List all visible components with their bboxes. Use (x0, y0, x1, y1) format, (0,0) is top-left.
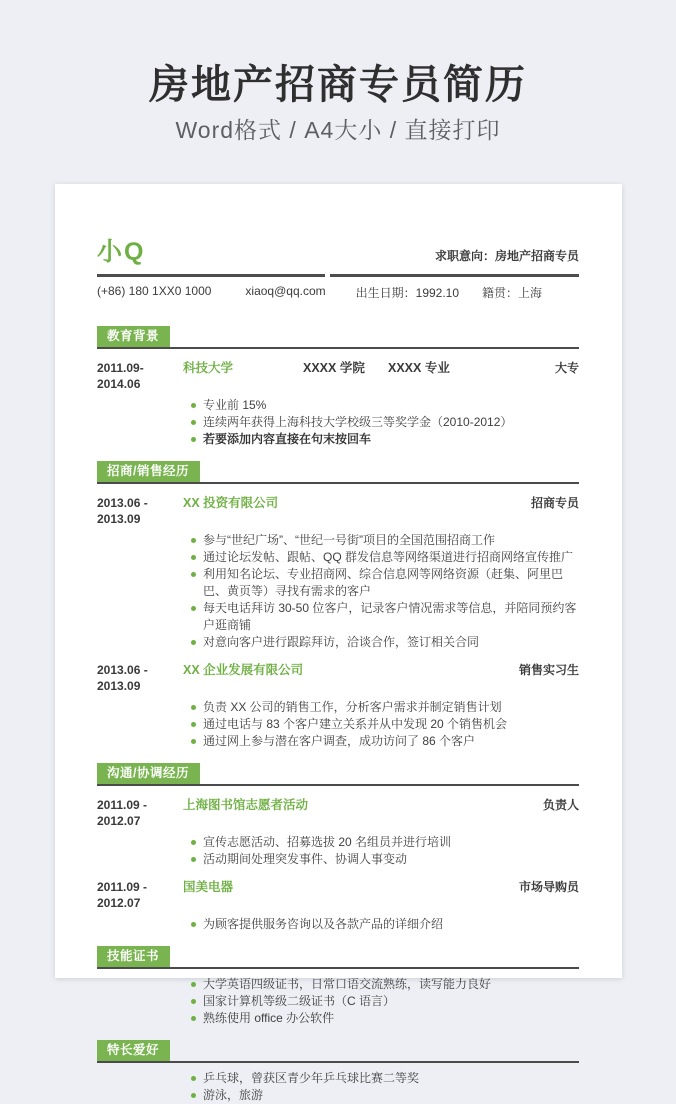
entry-date: 2013.06 - 2013.09 (97, 663, 148, 693)
section-header (97, 946, 579, 969)
bullet-item (190, 532, 579, 549)
page-banner (0, 0, 676, 145)
bullet-text: 若要添加内容直接在句末按回车 (203, 432, 372, 446)
contact-origin: 籍贯：上海 (482, 286, 543, 300)
section-title-badge: 教育背景 (97, 326, 170, 347)
entry-header-row (97, 662, 579, 694)
resume-section (97, 461, 579, 750)
bullet-text: 活动期间处理突发事件、协调人事变动 (203, 852, 408, 866)
bullet-text: 大学英语四级证书，日常口语交流熟练，读写能力良好 (203, 977, 492, 991)
bullet-item (190, 916, 579, 933)
bullet-dot-icon (191, 722, 196, 727)
bullet-text: 专业前 15% (203, 398, 267, 412)
bullet-item (190, 993, 579, 1010)
entry-organization: 国美电器 (183, 880, 234, 894)
bullet-item (190, 1087, 579, 1104)
bullet-item (190, 431, 579, 448)
bullet-item (190, 600, 579, 634)
bullet-item (190, 1010, 579, 1027)
page-title: 房地产招商专员简历 (149, 63, 527, 107)
bullet-list (190, 699, 579, 750)
bullet-text: 每天电话拜访 30-50 位客户，记录客户情况需求等信息，并陪同预约客户逛商铺 (203, 601, 577, 632)
bullet-dot-icon (191, 572, 196, 577)
entry-organization: 科技大学 (183, 361, 234, 375)
bullet-text: 为顾客提供服务咨询以及各款产品的详细介绍 (203, 917, 444, 931)
bullet-dot-icon (191, 420, 196, 425)
entry-college: XXXX 学院 (303, 361, 365, 375)
resume-content (55, 184, 622, 1104)
section-title-badge: 招商/销售经历 (97, 461, 200, 482)
bullet-text: 国家计算机等级二级证书（C 语言） (203, 994, 396, 1008)
bullet-item (190, 733, 579, 750)
bullet-item (190, 851, 579, 868)
section-title-badge: 沟通/协调经历 (97, 763, 200, 784)
bullet-dot-icon (191, 705, 196, 710)
resume-paper (55, 184, 622, 1102)
entry-date: 2011.09 - 2012.07 (97, 798, 148, 828)
entry-major: XXXX 专业 (388, 361, 450, 375)
bullet-item (190, 397, 579, 414)
bullet-item (190, 1070, 579, 1087)
bullet-list (190, 1070, 579, 1104)
bullet-text: 熟练使用 office 办公软件 (203, 1011, 335, 1025)
bullet-list (190, 916, 579, 933)
bullet-text: 宣传志愿活动、招募选拔 20 名组员并进行培训 (203, 835, 452, 849)
bullet-text: 参与“世纪广场”、“世纪一号街”项目的全国范围招商工作 (203, 533, 495, 547)
section-header (97, 326, 579, 349)
job-objective: 求职意向：房地产招商专员 (434, 249, 579, 263)
bullet-text: 负责 XX 公司的销售工作，分析客户需求并制定销售计划 (203, 700, 502, 714)
page-subtitle: Word格式 / A4大小 / 直接打印 (175, 117, 501, 143)
bullet-list (190, 397, 579, 448)
bullet-item (190, 834, 579, 851)
section-header (97, 1040, 579, 1063)
section-header (97, 461, 579, 484)
section-title-badge: 特长爱好 (97, 1040, 170, 1061)
contact-row (97, 284, 579, 301)
entry-role: 市场导购员 (518, 880, 579, 894)
section-header (97, 763, 579, 786)
contact-birthdate: 出生日期：1992.10 (355, 286, 460, 300)
entry-header-row (97, 495, 579, 527)
bullet-item (190, 414, 579, 431)
candidate-name: 小Q (97, 238, 146, 266)
bullet-dot-icon (191, 555, 196, 560)
bullet-text: 连续两年获得上海科技大学校级三等奖学金（2010-2012） (203, 415, 513, 429)
bullet-text: 通过论坛发帖、跟帖、QQ 群发信息等网络渠道进行招商网络宣传推广 (203, 550, 574, 564)
header-divider (97, 274, 579, 277)
entry-header-row (97, 797, 579, 829)
bullet-dot-icon (191, 999, 196, 1004)
bullet-dot-icon (191, 857, 196, 862)
bullet-text: 乒乓球，曾获区青少年乒乓球比赛二等奖 (203, 1071, 420, 1085)
entry-organization: XX 投资有限公司 (183, 496, 279, 510)
bullet-dot-icon (191, 1076, 196, 1081)
bullet-item (190, 634, 579, 651)
bullet-list (190, 532, 579, 651)
entry-organization: 上海图书馆志愿者活动 (183, 798, 309, 812)
bullet-item (190, 549, 579, 566)
entry-role: 销售实习生 (518, 663, 579, 677)
bullet-item (190, 976, 579, 993)
bullet-text: 游泳，旅游 (203, 1088, 264, 1102)
entry-organization: XX 企业发展有限公司 (183, 663, 304, 677)
bullet-dot-icon (191, 1093, 196, 1098)
bullet-dot-icon (191, 739, 196, 744)
divider-segment-left (97, 274, 325, 277)
bullet-dot-icon (191, 1016, 196, 1021)
entry-header-row (97, 879, 579, 911)
resume-section (97, 946, 579, 1027)
contact-email: xiaoq@qq.com (245, 284, 326, 298)
resume-section (97, 1040, 579, 1104)
section-title-badge: 技能证书 (97, 946, 170, 967)
entry-date: 2011.09 - 2012.07 (97, 880, 148, 910)
contact-phone: (+86) 180 1XX0 1000 (97, 284, 212, 298)
bullet-text: 通过网上参与潜在客户调查，成功访问了 86 个客户 (203, 734, 476, 748)
resume-header (97, 238, 579, 266)
entry-date: 2013.06 - 2013.09 (97, 496, 148, 526)
bullet-dot-icon (191, 437, 196, 442)
resume-section (97, 326, 579, 448)
bullet-list (190, 834, 579, 868)
bullet-text: 利用知名论坛、专业招商网、综合信息网等网络资源（赶集、阿里巴巴、黄页等）寻找有需求的客户 (203, 567, 564, 598)
entry-date: 2011.09-2014.06 (97, 361, 144, 391)
divider-segment-right (330, 274, 579, 277)
bullet-item (190, 566, 579, 600)
bullet-dot-icon (191, 403, 196, 408)
bullet-dot-icon (191, 922, 196, 927)
bullet-item (190, 716, 579, 733)
bullet-list (190, 976, 579, 1027)
bullet-text: 通过电话与 83 个客户建立关系并从中发现 20 个销售机会 (203, 717, 508, 731)
bullet-text: 对意向客户进行跟踪拜访，洽谈合作，签订相关合同 (203, 635, 480, 649)
bullet-dot-icon (191, 606, 196, 611)
bullet-dot-icon (191, 538, 196, 543)
entry-role: 负责人 (542, 798, 579, 812)
bullet-dot-icon (191, 640, 196, 645)
resume-sections (97, 326, 579, 1104)
resume-section (97, 763, 579, 933)
entry-header-row (97, 360, 579, 392)
entry-role: 招商专员 (530, 496, 579, 510)
bullet-dot-icon (191, 982, 196, 987)
bullet-dot-icon (191, 840, 196, 845)
entry-role: 大专 (554, 361, 579, 375)
bullet-item (190, 699, 579, 716)
